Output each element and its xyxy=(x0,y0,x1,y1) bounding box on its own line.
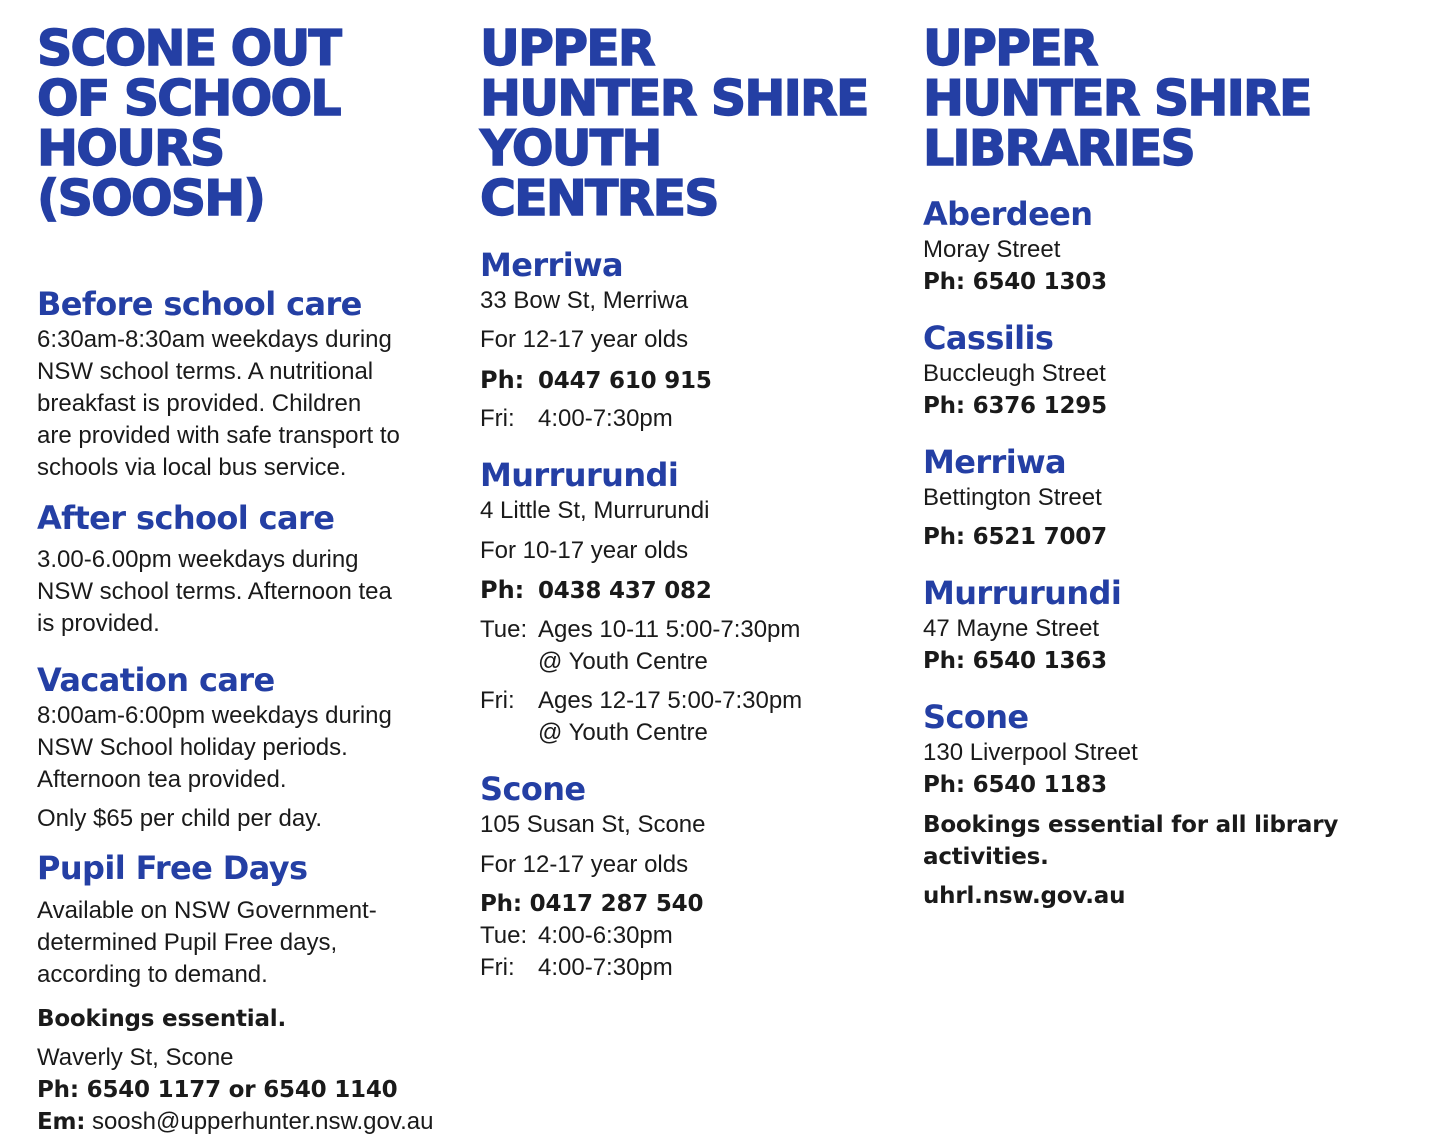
day-label: Fri: xyxy=(480,687,515,714)
text-line: 3.00-6.00pm weekdays during xyxy=(37,546,359,573)
text-line: breakfast is provided. Children xyxy=(37,390,362,417)
soosh-email-row xyxy=(37,1106,433,1138)
text-line: activities. xyxy=(923,844,1049,870)
libraries-title-line: LIBRARIES xyxy=(923,120,1194,177)
text-line: NSW School holiday periods. xyxy=(37,734,348,761)
before-school-heading: Before school care xyxy=(37,285,362,323)
email-label: Em: xyxy=(37,1109,86,1135)
youth-murrurundi-fri-venue: @ Youth Centre xyxy=(538,719,708,746)
library-scone-phone: Ph: 6540 1183 xyxy=(923,772,1107,798)
youth-murrurundi-tue-row xyxy=(480,614,800,678)
library-murrurundi-phone: Ph: 6540 1363 xyxy=(923,648,1107,674)
text-line: Available on NSW Government- xyxy=(37,897,377,924)
library-scone-heading: Scone xyxy=(923,698,1029,736)
soosh-email-link[interactable]: soosh@upperhunter.nsw.gov.au xyxy=(91,1108,434,1135)
vacation-care-text xyxy=(37,700,392,796)
soosh-title-line: OF SCHOOL xyxy=(37,70,340,127)
youth-scone-address: 105 Susan St, Scone xyxy=(480,811,706,838)
library-merriwa-heading: Merriwa xyxy=(923,443,1067,481)
pupil-free-text xyxy=(37,895,377,991)
youth-title-line: YOUTH xyxy=(480,120,661,177)
libraries-title-line: UPPER xyxy=(923,20,1097,77)
soosh-bookings: Bookings essential. xyxy=(37,1006,287,1032)
day-label: Fri: xyxy=(480,954,515,981)
vacation-care-heading: Vacation care xyxy=(37,661,275,699)
youth-scone-tue-hours: 4:00-6:30pm xyxy=(538,922,673,949)
youth-murrurundi-phone-row xyxy=(480,574,712,607)
after-school-text xyxy=(37,544,392,640)
youth-murrurundi-tue-venue: @ Youth Centre xyxy=(538,648,708,675)
youth-scone-heading: Scone xyxy=(480,770,586,808)
youth-murrurundi-tue-hours: Ages 10-11 5:00-7:30pm xyxy=(538,616,801,643)
soosh-title xyxy=(37,20,341,227)
soosh-address: Waverly St, Scone xyxy=(37,1044,234,1071)
text-line: determined Pupil Free days, xyxy=(37,929,338,956)
soosh-title-line: (SOOSH) xyxy=(37,170,265,227)
library-bookings-note xyxy=(923,809,1338,873)
youth-merriwa-heading: Merriwa xyxy=(480,246,624,284)
library-cassilis-heading: Cassilis xyxy=(923,319,1054,357)
youth-merriwa-phone: 0447 610 915 xyxy=(538,368,712,394)
day-label: Tue: xyxy=(480,616,528,643)
youth-merriwa-address: 33 Bow St, Merriwa xyxy=(480,287,689,314)
youth-scone-phone: Ph: 0417 287 540 xyxy=(480,891,704,917)
youth-title-line: HUNTER SHIRE xyxy=(480,70,868,127)
libraries-title xyxy=(923,20,1311,177)
soosh-title-line: HOURS xyxy=(37,120,224,177)
text-line: according to demand. xyxy=(37,961,268,988)
library-murrurundi-address: 47 Mayne Street xyxy=(923,615,1100,642)
youth-title-line: UPPER xyxy=(480,20,654,77)
library-cassilis-address: Buccleugh Street xyxy=(923,360,1106,387)
phone-label: Ph: xyxy=(480,576,525,604)
library-aberdeen-address: Moray Street xyxy=(923,236,1061,263)
youth-scone-fri-hours: 4:00-7:30pm xyxy=(538,954,673,981)
after-school-heading: After school care xyxy=(37,499,335,537)
text-line: 6:30am-8:30am weekdays during xyxy=(37,326,392,353)
youth-title xyxy=(480,20,868,227)
library-website-link[interactable]: uhrl.nsw.gov.au xyxy=(923,883,1126,909)
text-line: Afternoon tea provided. xyxy=(37,766,287,793)
vacation-price: Only $65 per child per day. xyxy=(37,805,323,832)
youth-scone-ages: For 12-17 year olds xyxy=(480,851,689,878)
youth-murrurundi-address: 4 Little St, Murrurundi xyxy=(480,497,710,524)
text-line: 8:00am-6:00pm weekdays during xyxy=(37,702,392,729)
youth-title-line: CENTRES xyxy=(480,170,718,227)
text-line: is provided. xyxy=(37,610,160,637)
youth-murrurundi-heading: Murrurundi xyxy=(480,456,679,494)
youth-murrurundi-fri-row xyxy=(480,685,802,749)
youth-scone-fri-row xyxy=(480,952,673,984)
text-line: NSW school terms. A nutritional xyxy=(37,358,374,385)
day-label: Fri: xyxy=(480,405,515,432)
before-school-text xyxy=(37,324,400,484)
youth-merriwa-phone-row xyxy=(480,364,712,397)
text-line: Bookings essential for all library xyxy=(923,812,1339,838)
library-aberdeen-phone: Ph: 6540 1303 xyxy=(923,269,1107,295)
library-scone-address: 130 Liverpool Street xyxy=(923,739,1138,766)
youth-merriwa-hours: 4:00-7:30pm xyxy=(538,405,673,432)
youth-murrurundi-ages: For 10-17 year olds xyxy=(480,537,689,564)
library-cassilis-phone: Ph: 6376 1295 xyxy=(923,393,1107,419)
youth-merriwa-hours-row xyxy=(480,403,673,435)
youth-murrurundi-fri-hours: Ages 12-17 5:00-7:30pm xyxy=(538,687,803,714)
phone-label: Ph: xyxy=(480,366,525,394)
youth-merriwa-ages: For 12-17 year olds xyxy=(480,326,689,353)
text-line: are provided with safe transport to xyxy=(37,422,400,449)
youth-scone-tue-row xyxy=(480,920,673,952)
library-murrurundi-heading: Murrurundi xyxy=(923,574,1122,612)
text-line: schools via local bus service. xyxy=(37,454,347,481)
library-merriwa-phone: Ph: 6521 7007 xyxy=(923,524,1107,550)
youth-murrurundi-phone: 0438 437 082 xyxy=(538,578,712,604)
library-merriwa-address: Bettington Street xyxy=(923,484,1102,511)
library-aberdeen-heading: Aberdeen xyxy=(923,195,1093,233)
pupil-free-heading: Pupil Free Days xyxy=(37,849,308,887)
day-label: Tue: xyxy=(480,922,528,949)
libraries-title-line: HUNTER SHIRE xyxy=(923,70,1311,127)
text-line: NSW school terms. Afternoon tea xyxy=(37,578,392,605)
soosh-title-line: SCONE OUT xyxy=(37,20,341,77)
soosh-phone: Ph: 6540 1177 or 6540 1140 xyxy=(37,1077,398,1103)
